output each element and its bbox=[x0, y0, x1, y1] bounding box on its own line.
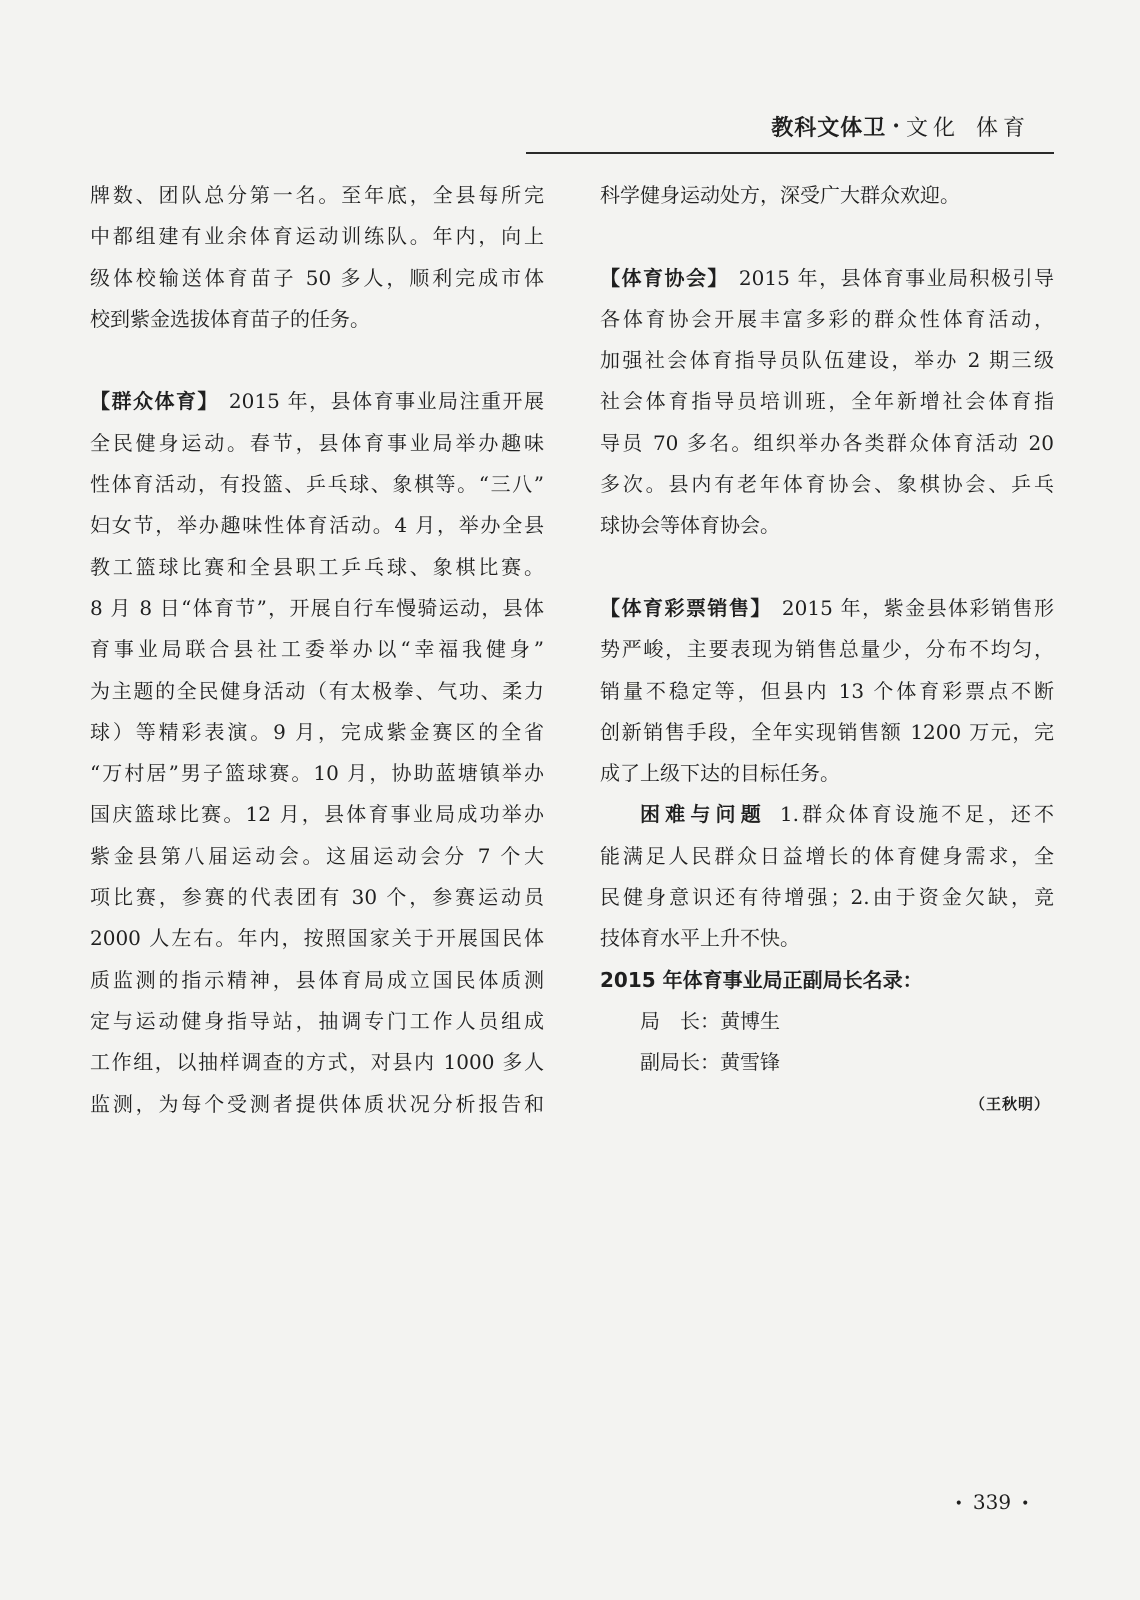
text-line: 能满足人民群众日益增长的体育健身需求，全 bbox=[600, 843, 1054, 868]
text-line: 球）等精彩表演。9 月，完成紫金赛区的全省 bbox=[90, 719, 544, 744]
heading-line bbox=[600, 794, 1054, 835]
text-line: 国庆篮球比赛。12 月，县体育事业局成功举办 bbox=[90, 802, 544, 827]
text-run: 2015 年，县体育事业局积极引导 bbox=[738, 265, 1055, 290]
text-line: 2000 人左右。年内，按照国家关于开展国民体 bbox=[90, 926, 544, 951]
paragraph-continued bbox=[90, 175, 544, 340]
text-line: 教工篮球比赛和全县职工乒乓球、象棋比赛。 bbox=[90, 554, 544, 579]
header-rule bbox=[526, 152, 1054, 154]
text-line: 定与运动健身指导站，抽调专门工作人员组成 bbox=[90, 1008, 544, 1033]
directory-entry-name: 黄博生 bbox=[720, 1008, 780, 1033]
paragraph-continued bbox=[600, 175, 1054, 216]
text-line: 中都组建有业余体育运动训练队。年内，向上 bbox=[90, 224, 544, 249]
text-line: 社会体育指导员培训班，全年新增社会体育指 bbox=[600, 389, 1054, 414]
running-header-subsection: 文化 bbox=[905, 115, 960, 141]
running-header bbox=[771, 108, 1030, 144]
text-line: 导员 70 多名。组织举办各类群众体育活动 20 bbox=[600, 430, 1054, 455]
directory-title: 2015 年体育事业局正副局长名录： bbox=[600, 967, 923, 992]
directory-entry-name: 黄雪锋 bbox=[720, 1050, 780, 1075]
paragraph-difficulties bbox=[600, 794, 1054, 959]
text-line: 项比赛，参赛的代表团有 30 个，参赛运动员 bbox=[90, 885, 544, 910]
text-line: 球协会等体育协会。 bbox=[600, 513, 780, 538]
right-column bbox=[600, 175, 1054, 1125]
page-number: • 339 • bbox=[950, 1489, 1034, 1517]
text-line: 牌数、团队总分第一名。至年底，全县每所完 bbox=[90, 183, 544, 207]
text-line: 多次。县内有老年体育协会、象棋协会、乒乓 bbox=[600, 472, 1054, 497]
paragraph-sports-lottery bbox=[600, 588, 1054, 794]
section-heading: 【群众体育】 bbox=[90, 389, 219, 414]
section-heading: 困难与问题 bbox=[640, 802, 766, 827]
directory-entry bbox=[600, 1042, 1054, 1083]
heading-line bbox=[600, 588, 1054, 629]
section-heading: 【体育彩票销售】 bbox=[600, 595, 772, 620]
text-line: 妇女节，举办趣味性体育活动。4 月，举办全县 bbox=[90, 513, 544, 538]
text-line: 势严峻，主要表现为销售总量少，分布不均匀， bbox=[600, 637, 1054, 662]
text-line: 级体校输送体育苗子 50 多人，顺利完成市体 bbox=[90, 265, 544, 290]
text-line: 加强社会体育指导员队伍建设，举办 2 期三级 bbox=[600, 348, 1054, 373]
leadership-directory bbox=[600, 960, 1054, 1084]
directory-entry-label: 局 长： bbox=[640, 1008, 720, 1033]
author-credit: （王秋明） bbox=[969, 1094, 1050, 1113]
text-line: 8 月 8 日“体育节”，开展自行车慢骑运动，县体 bbox=[90, 595, 544, 620]
running-header-topic: 体育 bbox=[975, 115, 1030, 141]
text-line: 工作组，以抽样调查的方式，对县内 1000 多人 bbox=[90, 1050, 544, 1075]
section-heading: 【体育协会】 bbox=[600, 265, 729, 290]
heading-line bbox=[90, 381, 544, 422]
text-line: 全民健身运动。春节，县体育事业局举办趣味 bbox=[90, 430, 544, 455]
text-line: 销量不稳定等，但县内 13 个体育彩票点不断 bbox=[600, 678, 1054, 703]
text-line: 质监测的指示精神，县体育局成立国民体质测 bbox=[90, 967, 544, 992]
running-header-separator: · bbox=[892, 113, 900, 139]
text-line: 性体育活动，有投篮、乒乓球、象棋等。“三八” bbox=[90, 472, 544, 497]
directory-entry-label: 副局长： bbox=[640, 1050, 720, 1075]
text-run: 2015 年，紫金县体彩销售形 bbox=[781, 595, 1054, 620]
text-line: “万村居”男子篮球赛。10 月，协助蓝塘镇举办 bbox=[90, 761, 544, 786]
heading-line bbox=[600, 258, 1054, 299]
text-line: 科学健身运动处方，深受广大群众欢迎。 bbox=[600, 183, 960, 207]
text-line: 技体育水平上升不快。 bbox=[600, 926, 800, 951]
text-line: 校到紫金选拔体育苗子的任务。 bbox=[90, 306, 370, 331]
text-run: 2015 年，县体育事业局注重开展 bbox=[228, 389, 545, 414]
text-run: 1.群众体育设施不足，还不 bbox=[779, 802, 1055, 827]
text-line: 成了上级下达的目标任务。 bbox=[600, 761, 840, 786]
text-line: 民健身意识还有待增强；2.由于资金欠缺，竞 bbox=[600, 885, 1054, 910]
text-line: 各体育协会开展丰富多彩的群众性体育活动， bbox=[600, 306, 1054, 331]
text-line: 创新销售手段，全年实现销售额 1200 万元，完 bbox=[600, 719, 1054, 744]
running-header-section: 教科文体卫 bbox=[771, 115, 887, 141]
directory-entry bbox=[600, 1001, 1054, 1042]
paragraph-mass-sports bbox=[90, 381, 544, 1124]
text-line: 育事业局联合县社工委举办以“幸福我健身” bbox=[90, 637, 544, 662]
left-column bbox=[90, 175, 544, 1125]
paragraph-sports-associations bbox=[600, 258, 1054, 547]
text-line: 为主题的全民健身活动（有太极拳、气功、柔力 bbox=[90, 678, 544, 703]
text-line: 监测，为每个受测者提供体质状况分析报告和 bbox=[90, 1091, 544, 1116]
text-line: 紫金县第八届运动会。这届运动会分 7 个大 bbox=[90, 843, 544, 868]
